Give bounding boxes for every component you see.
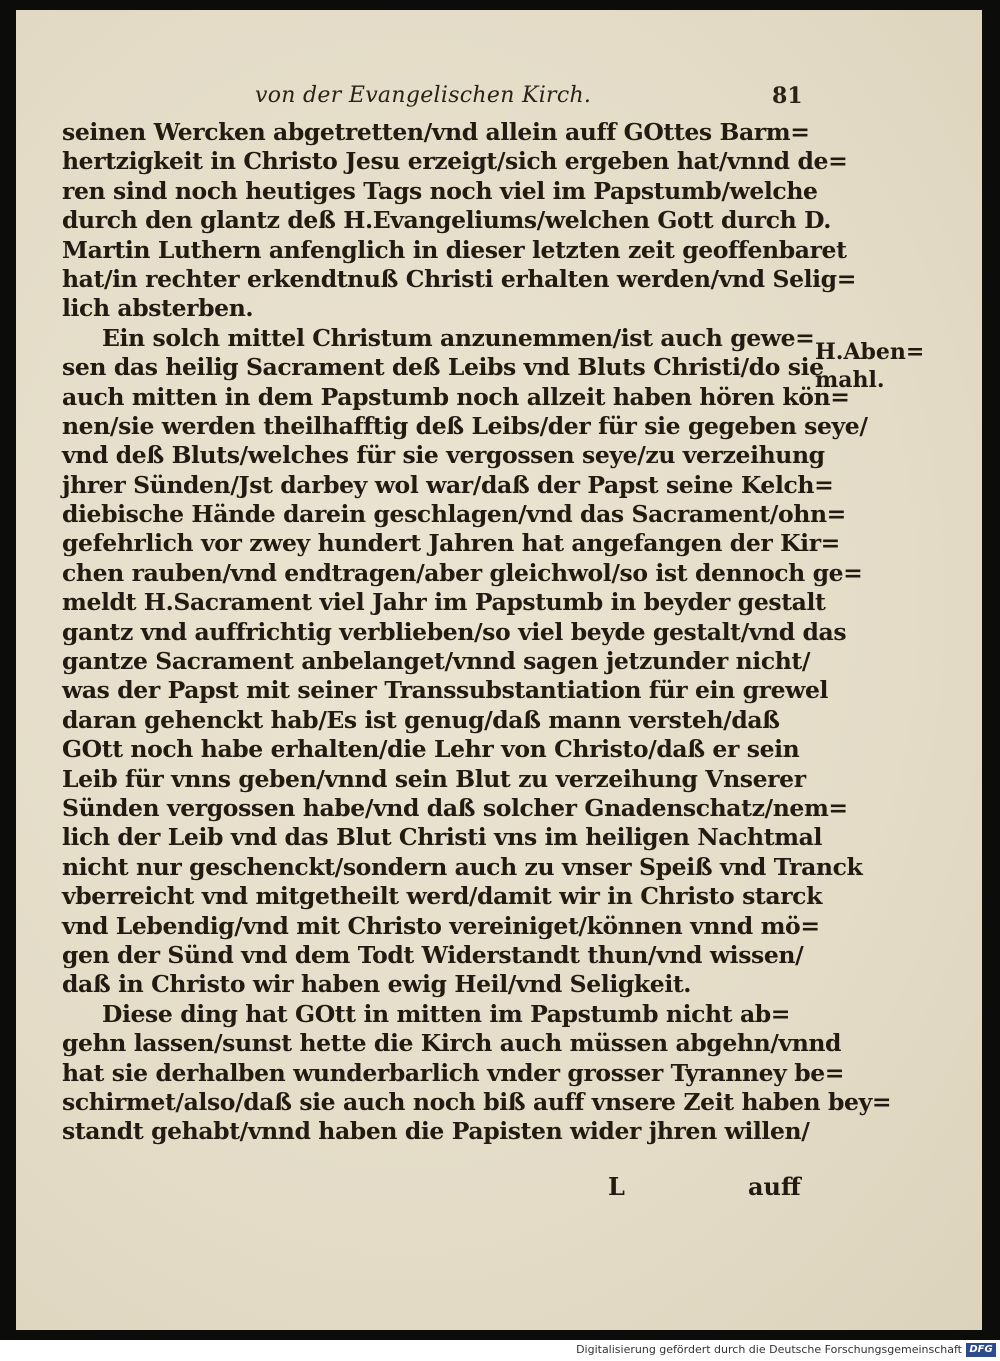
signature-mark: L xyxy=(608,1172,625,1201)
text-line: daran gehenckt hab/Es ist genug/daß mann versteh/daß xyxy=(62,705,780,734)
text-line: nicht nur geschenckt/sondern auch zu vnser Speiß vnd Tranck xyxy=(62,852,863,881)
text-line: gen der Sünd vnd dem Todt Widerstandt thun/vnd wissen/ xyxy=(62,940,804,969)
text-line: Diese ding hat GOtt in mitten im Papstumb nicht ab= xyxy=(102,999,791,1028)
margin-note xyxy=(815,338,935,394)
text-line: vnd deß Bluts/welches für sie vergossen seye/zu verzeihung xyxy=(62,441,825,470)
text-line: Sünden vergossen habe/vnd daß solcher Gnadenschatz/nem= xyxy=(62,793,848,822)
text-line: meldt H.Sacrament viel Jahr im Papstumb in beyder gestalt xyxy=(62,588,826,617)
page-header xyxy=(0,83,1000,113)
text-line: diebische Hände darein geschlagen/vnd das Sacrament/ohn= xyxy=(62,500,846,529)
running-title: von der Evangelischen Kirch. xyxy=(255,83,592,108)
dfg-logo: DFG xyxy=(966,1343,996,1357)
text-line: ren sind noch heutiges Tags noch viel im Papstumb/welche xyxy=(62,176,818,205)
text-line: standt gehabt/vnnd haben die Papisten wider jhren willen/ xyxy=(62,1117,810,1146)
text-line: seinen Wercken abgetretten/vnd allein auff GOttes Barm= xyxy=(62,118,810,146)
margin-note-line: H.Aben= xyxy=(815,339,925,365)
text-line: was der Papst mit seiner Transsubstantiation für ein grewel xyxy=(62,676,829,705)
text-line: hat/in rechter erkendtnuß Christi erhalten werden/vnd Selig= xyxy=(62,264,856,293)
text-line: lich absterben. xyxy=(62,294,254,323)
text-line: schirmet/also/daß sie auch noch biß auff vnsere Zeit haben bey= xyxy=(62,1087,892,1116)
text-line: Ein solch mittel Christum anzunemmen/ist auch gewe= xyxy=(102,323,815,352)
text-line: sen das heilig Sacrament deß Leibs vnd Bluts Christi/do sie xyxy=(62,353,824,382)
text-line: gehn lassen/sunst hette die Kirch auch müssen abgehn/vnnd xyxy=(62,1029,842,1058)
funding-notice: Digitalisierung gefördert durch die Deutsche Forschungsgemeinschaft xyxy=(576,1343,962,1356)
page-number: 81 xyxy=(772,83,803,109)
text-line: chen rauben/vnd endtragen/aber gleichwol/so ist dennoch ge= xyxy=(62,558,863,587)
text-line: GOtt noch habe erhalten/die Lehr von Christo/daß er sein xyxy=(62,735,800,764)
margin-note-line: mahl. xyxy=(815,367,885,393)
text-line: hertzigkeit in Christo Jesu erzeigt/sich ergeben hat/vnnd de= xyxy=(62,147,848,176)
text-line: gantz vnd auffrichtig verblieben/so viel beyde gestalt/vnd das xyxy=(62,617,847,646)
text-line: auch mitten in dem Papstumb noch allzeit haben hören kön= xyxy=(62,382,850,411)
text-line: jhrer Sünden/Jst darbey wol war/daß der Papst seine Kelch= xyxy=(62,470,834,499)
footer-bar xyxy=(0,1340,1000,1361)
text-line: daß in Christo wir haben ewig Heil/vnd Seligkeit. xyxy=(62,970,692,999)
text-line: nen/sie werden theilhafftig deß Leibs/der für sie gegeben seye/ xyxy=(62,411,868,440)
text-line: gefehrlich vor zwey hundert Jahren hat angefangen der Kir= xyxy=(62,529,840,558)
text-line: durch den glantz deß H.Evangeliums/welchen Gott durch D. xyxy=(62,206,832,235)
text-line: Martin Luthern anfenglich in dieser letzten zeit geoffenbaret xyxy=(62,235,847,264)
text-line: vnd Lebendig/vnd mit Christo vereiniget/können vnnd mö= xyxy=(62,911,820,940)
text-line: gantze Sacrament anbelanget/vnnd sagen jetzunder nicht/ xyxy=(62,647,811,676)
text-line: hat sie derhalben wunderbarlich vnder grosser Tyranney be= xyxy=(62,1058,845,1087)
text-line: Leib für vnns geben/vnnd sein Blut zu verzeihung Vnserer xyxy=(62,764,806,793)
catchword: auff xyxy=(748,1172,801,1201)
text-line: lich der Leib vnd das Blut Christi vns im heiligen Nachtmal xyxy=(62,823,822,852)
text-line: vberreicht vnd mitgetheilt werd/damit wir in Christo starck xyxy=(62,882,822,911)
